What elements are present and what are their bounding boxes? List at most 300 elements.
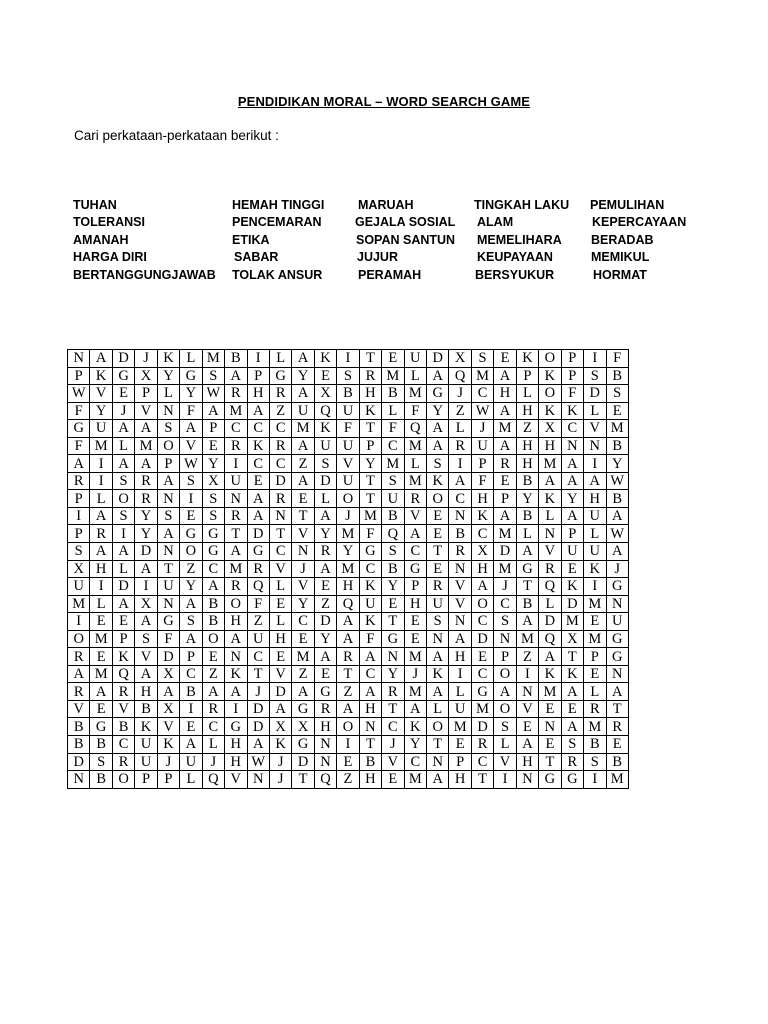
grid-cell[interactable]: D	[314, 613, 336, 631]
grid-cell[interactable]: D	[494, 543, 516, 561]
grid-cell[interactable]: X	[135, 367, 157, 385]
grid-cell[interactable]: S	[314, 455, 336, 473]
grid-cell[interactable]: F	[247, 595, 269, 613]
grid-cell[interactable]: J	[292, 560, 314, 578]
grid-cell[interactable]: S	[427, 613, 449, 631]
grid-cell[interactable]: E	[606, 736, 628, 754]
grid-cell[interactable]: A	[494, 367, 516, 385]
grid-cell[interactable]: C	[269, 543, 291, 561]
grid-cell[interactable]: I	[68, 507, 90, 525]
grid-cell[interactable]: B	[202, 613, 224, 631]
grid-cell[interactable]: H	[449, 771, 471, 789]
grid-cell[interactable]: U	[135, 736, 157, 754]
grid-cell[interactable]: A	[247, 507, 269, 525]
grid-cell[interactable]: A	[314, 507, 336, 525]
grid-cell[interactable]: E	[449, 736, 471, 754]
grid-cell[interactable]: V	[135, 402, 157, 420]
grid-cell[interactable]: M	[584, 630, 606, 648]
grid-cell[interactable]: Y	[561, 490, 583, 508]
grid-cell[interactable]: I	[337, 736, 359, 754]
grid-cell[interactable]: O	[539, 385, 561, 403]
grid-cell[interactable]: K	[561, 665, 583, 683]
grid-cell[interactable]: R	[471, 736, 493, 754]
grid-cell[interactable]: Y	[135, 525, 157, 543]
grid-cell[interactable]: A	[225, 367, 247, 385]
grid-cell[interactable]: R	[382, 683, 404, 701]
grid-cell[interactable]: C	[449, 490, 471, 508]
grid-cell[interactable]: A	[427, 367, 449, 385]
grid-cell[interactable]: T	[157, 560, 179, 578]
grid-cell[interactable]: H	[516, 455, 538, 473]
grid-cell[interactable]: A	[247, 490, 269, 508]
grid-cell[interactable]: S	[112, 472, 134, 490]
grid-cell[interactable]: E	[180, 507, 202, 525]
grid-cell[interactable]: I	[135, 578, 157, 596]
grid-cell[interactable]: M	[68, 595, 90, 613]
grid-cell[interactable]: A	[337, 630, 359, 648]
grid-cell[interactable]: E	[404, 613, 426, 631]
grid-cell[interactable]: D	[471, 718, 493, 736]
grid-cell[interactable]: P	[359, 437, 381, 455]
grid-cell[interactable]: K	[314, 350, 336, 368]
grid-cell[interactable]: A	[157, 525, 179, 543]
grid-cell[interactable]: A	[202, 578, 224, 596]
grid-cell[interactable]: I	[584, 578, 606, 596]
grid-cell[interactable]: F	[382, 420, 404, 438]
grid-cell[interactable]: P	[449, 753, 471, 771]
grid-cell[interactable]: B	[516, 507, 538, 525]
grid-cell[interactable]: V	[292, 525, 314, 543]
grid-cell[interactable]: F	[359, 630, 381, 648]
grid-cell[interactable]: T	[359, 472, 381, 490]
grid-cell[interactable]: U	[225, 472, 247, 490]
grid-cell[interactable]: M	[516, 630, 538, 648]
grid-cell[interactable]: P	[247, 367, 269, 385]
grid-cell[interactable]: A	[337, 613, 359, 631]
grid-cell[interactable]: M	[337, 525, 359, 543]
grid-cell[interactable]: S	[180, 472, 202, 490]
grid-cell[interactable]: N	[449, 507, 471, 525]
grid-cell[interactable]: X	[157, 700, 179, 718]
grid-cell[interactable]: Y	[606, 455, 628, 473]
grid-cell[interactable]: G	[202, 543, 224, 561]
grid-cell[interactable]: G	[606, 578, 628, 596]
grid-cell[interactable]: C	[202, 560, 224, 578]
grid-cell[interactable]: W	[606, 472, 628, 490]
grid-cell[interactable]: S	[561, 736, 583, 754]
grid-cell[interactable]: D	[269, 683, 291, 701]
grid-cell[interactable]: R	[427, 578, 449, 596]
grid-cell[interactable]: H	[359, 771, 381, 789]
grid-cell[interactable]: C	[404, 543, 426, 561]
grid-cell[interactable]: C	[471, 525, 493, 543]
grid-cell[interactable]: R	[68, 472, 90, 490]
grid-cell[interactable]: L	[516, 525, 538, 543]
grid-cell[interactable]: B	[606, 490, 628, 508]
grid-cell[interactable]: B	[135, 700, 157, 718]
grid-cell[interactable]: A	[516, 613, 538, 631]
grid-cell[interactable]: C	[382, 718, 404, 736]
grid-cell[interactable]: A	[292, 350, 314, 368]
grid-cell[interactable]: H	[359, 385, 381, 403]
grid-cell[interactable]: V	[112, 700, 134, 718]
grid-cell[interactable]: T	[337, 665, 359, 683]
grid-cell[interactable]: M	[382, 455, 404, 473]
grid-cell[interactable]: G	[180, 525, 202, 543]
grid-cell[interactable]: A	[90, 350, 112, 368]
grid-cell[interactable]: N	[314, 736, 336, 754]
grid-cell[interactable]: H	[449, 648, 471, 666]
grid-cell[interactable]: E	[539, 700, 561, 718]
grid-cell[interactable]: M	[90, 665, 112, 683]
grid-cell[interactable]: K	[157, 350, 179, 368]
grid-cell[interactable]: S	[68, 543, 90, 561]
grid-cell[interactable]: I	[180, 490, 202, 508]
grid-cell[interactable]: U	[584, 507, 606, 525]
grid-cell[interactable]: O	[494, 665, 516, 683]
grid-cell[interactable]: S	[90, 753, 112, 771]
grid-cell[interactable]: N	[68, 350, 90, 368]
grid-cell[interactable]: F	[561, 385, 583, 403]
grid-cell[interactable]: N	[157, 543, 179, 561]
grid-cell[interactable]: F	[68, 402, 90, 420]
grid-cell[interactable]: H	[359, 700, 381, 718]
grid-cell[interactable]: J	[135, 350, 157, 368]
grid-cell[interactable]: K	[516, 350, 538, 368]
grid-cell[interactable]: G	[427, 385, 449, 403]
grid-cell[interactable]: T	[225, 525, 247, 543]
grid-cell[interactable]: X	[135, 595, 157, 613]
grid-cell[interactable]: T	[516, 578, 538, 596]
grid-cell[interactable]: P	[68, 367, 90, 385]
grid-cell[interactable]: A	[247, 736, 269, 754]
grid-cell[interactable]: B	[606, 437, 628, 455]
grid-cell[interactable]: A	[606, 683, 628, 701]
grid-cell[interactable]: Y	[292, 367, 314, 385]
grid-cell[interactable]: U	[337, 402, 359, 420]
grid-cell[interactable]: A	[225, 683, 247, 701]
grid-cell[interactable]: L	[112, 437, 134, 455]
grid-cell[interactable]: A	[427, 648, 449, 666]
grid-cell[interactable]: U	[606, 613, 628, 631]
grid-cell[interactable]: L	[404, 367, 426, 385]
grid-cell[interactable]: E	[247, 472, 269, 490]
grid-cell[interactable]: M	[90, 437, 112, 455]
grid-cell[interactable]: B	[359, 753, 381, 771]
grid-cell[interactable]: E	[202, 648, 224, 666]
grid-cell[interactable]: Q	[202, 771, 224, 789]
grid-cell[interactable]: I	[516, 665, 538, 683]
grid-cell[interactable]: B	[202, 595, 224, 613]
grid-cell[interactable]: G	[292, 736, 314, 754]
grid-cell[interactable]: W	[68, 385, 90, 403]
grid-cell[interactable]: J	[404, 665, 426, 683]
grid-cell[interactable]: U	[314, 437, 336, 455]
grid-cell[interactable]: S	[382, 472, 404, 490]
grid-cell[interactable]: A	[314, 560, 336, 578]
grid-cell[interactable]: E	[561, 560, 583, 578]
grid-cell[interactable]: V	[269, 665, 291, 683]
grid-cell[interactable]: Z	[202, 665, 224, 683]
grid-cell[interactable]: Y	[180, 385, 202, 403]
grid-cell[interactable]: R	[225, 437, 247, 455]
grid-cell[interactable]: X	[539, 420, 561, 438]
grid-cell[interactable]: R	[314, 543, 336, 561]
grid-cell[interactable]: P	[68, 490, 90, 508]
grid-cell[interactable]: U	[359, 595, 381, 613]
grid-cell[interactable]: A	[427, 683, 449, 701]
grid-cell[interactable]: M	[449, 718, 471, 736]
grid-cell[interactable]: Y	[427, 402, 449, 420]
grid-cell[interactable]: J	[247, 683, 269, 701]
grid-cell[interactable]: S	[157, 507, 179, 525]
grid-cell[interactable]: A	[135, 613, 157, 631]
grid-cell[interactable]: P	[135, 385, 157, 403]
grid-cell[interactable]: A	[157, 472, 179, 490]
grid-cell[interactable]: G	[157, 613, 179, 631]
grid-cell[interactable]: W	[180, 455, 202, 473]
grid-cell[interactable]: C	[180, 665, 202, 683]
grid-cell[interactable]: P	[135, 771, 157, 789]
grid-cell[interactable]: E	[112, 613, 134, 631]
grid-cell[interactable]: C	[247, 648, 269, 666]
grid-cell[interactable]: Z	[292, 665, 314, 683]
grid-cell[interactable]: P	[494, 490, 516, 508]
grid-cell[interactable]: U	[404, 350, 426, 368]
grid-cell[interactable]: U	[561, 543, 583, 561]
grid-cell[interactable]: D	[427, 350, 449, 368]
grid-cell[interactable]: A	[404, 700, 426, 718]
grid-cell[interactable]: J	[471, 420, 493, 438]
grid-cell[interactable]: P	[157, 455, 179, 473]
grid-cell[interactable]: Q	[404, 420, 426, 438]
grid-cell[interactable]: O	[337, 718, 359, 736]
grid-cell[interactable]: G	[561, 771, 583, 789]
grid-cell[interactable]: A	[561, 507, 583, 525]
grid-cell[interactable]: Q	[314, 771, 336, 789]
grid-cell[interactable]: L	[90, 490, 112, 508]
grid-cell[interactable]: D	[247, 700, 269, 718]
grid-cell[interactable]: R	[135, 490, 157, 508]
grid-cell[interactable]: G	[112, 367, 134, 385]
grid-cell[interactable]: W	[247, 753, 269, 771]
grid-cell[interactable]: V	[157, 718, 179, 736]
grid-cell[interactable]: L	[516, 385, 538, 403]
grid-cell[interactable]: K	[404, 718, 426, 736]
grid-cell[interactable]: G	[404, 560, 426, 578]
grid-cell[interactable]: R	[247, 560, 269, 578]
grid-cell[interactable]: T	[539, 753, 561, 771]
grid-cell[interactable]: U	[157, 578, 179, 596]
grid-cell[interactable]: R	[269, 437, 291, 455]
grid-cell[interactable]: E	[90, 648, 112, 666]
grid-cell[interactable]: A	[135, 455, 157, 473]
grid-cell[interactable]: D	[561, 595, 583, 613]
grid-cell[interactable]: Q	[539, 630, 561, 648]
grid-cell[interactable]: O	[225, 595, 247, 613]
grid-cell[interactable]: G	[471, 683, 493, 701]
grid-cell[interactable]: P	[561, 350, 583, 368]
grid-cell[interactable]: O	[427, 718, 449, 736]
grid-cell[interactable]: H	[471, 490, 493, 508]
grid-cell[interactable]: A	[427, 420, 449, 438]
grid-cell[interactable]: K	[247, 437, 269, 455]
grid-cell[interactable]: V	[292, 578, 314, 596]
grid-cell[interactable]: P	[494, 648, 516, 666]
grid-cell[interactable]: N	[359, 718, 381, 736]
grid-cell[interactable]: O	[112, 771, 134, 789]
grid-cell[interactable]: A	[135, 560, 157, 578]
grid-cell[interactable]: M	[404, 437, 426, 455]
grid-cell[interactable]: X	[269, 718, 291, 736]
grid-cell[interactable]: I	[337, 350, 359, 368]
grid-cell[interactable]: R	[90, 525, 112, 543]
grid-cell[interactable]: E	[494, 472, 516, 490]
grid-cell[interactable]: B	[180, 683, 202, 701]
grid-cell[interactable]: A	[112, 420, 134, 438]
grid-cell[interactable]: M	[494, 560, 516, 578]
grid-cell[interactable]: J	[202, 753, 224, 771]
grid-cell[interactable]: A	[247, 402, 269, 420]
grid-cell[interactable]: E	[112, 385, 134, 403]
grid-cell[interactable]: T	[427, 543, 449, 561]
grid-cell[interactable]: A	[180, 630, 202, 648]
grid-cell[interactable]: J	[157, 753, 179, 771]
grid-cell[interactable]: A	[337, 700, 359, 718]
grid-cell[interactable]: M	[404, 771, 426, 789]
grid-cell[interactable]: C	[269, 455, 291, 473]
grid-cell[interactable]: V	[269, 560, 291, 578]
grid-cell[interactable]: X	[292, 718, 314, 736]
grid-cell[interactable]: K	[584, 560, 606, 578]
grid-cell[interactable]: Y	[180, 578, 202, 596]
grid-cell[interactable]: C	[382, 437, 404, 455]
grid-cell[interactable]: F	[337, 420, 359, 438]
grid-cell[interactable]: I	[584, 455, 606, 473]
grid-cell[interactable]: A	[225, 543, 247, 561]
grid-cell[interactable]: N	[561, 437, 583, 455]
grid-cell[interactable]: E	[292, 630, 314, 648]
grid-cell[interactable]: L	[382, 402, 404, 420]
grid-cell[interactable]: V	[68, 700, 90, 718]
grid-cell[interactable]: R	[337, 648, 359, 666]
grid-cell[interactable]: D	[292, 753, 314, 771]
grid-cell[interactable]: D	[584, 385, 606, 403]
grid-cell[interactable]: T	[561, 648, 583, 666]
grid-cell[interactable]: N	[427, 753, 449, 771]
grid-cell[interactable]: B	[90, 771, 112, 789]
grid-cell[interactable]: R	[225, 578, 247, 596]
grid-cell[interactable]: T	[471, 771, 493, 789]
grid-cell[interactable]: L	[584, 525, 606, 543]
grid-cell[interactable]: P	[516, 367, 538, 385]
grid-cell[interactable]: I	[449, 455, 471, 473]
grid-cell[interactable]: L	[314, 490, 336, 508]
grid-cell[interactable]: L	[269, 578, 291, 596]
grid-cell[interactable]: Q	[247, 578, 269, 596]
grid-cell[interactable]: A	[90, 507, 112, 525]
grid-cell[interactable]: U	[337, 437, 359, 455]
grid-cell[interactable]: A	[112, 455, 134, 473]
grid-cell[interactable]: R	[584, 700, 606, 718]
grid-cell[interactable]: D	[269, 472, 291, 490]
grid-cell[interactable]: N	[225, 648, 247, 666]
grid-cell[interactable]: A	[516, 736, 538, 754]
grid-cell[interactable]: X	[471, 543, 493, 561]
grid-cell[interactable]: R	[449, 437, 471, 455]
grid-cell[interactable]: Y	[292, 595, 314, 613]
grid-cell[interactable]: Y	[135, 507, 157, 525]
grid-cell[interactable]: G	[539, 771, 561, 789]
grid-cell[interactable]: K	[539, 367, 561, 385]
grid-cell[interactable]: H	[314, 718, 336, 736]
grid-cell[interactable]: O	[112, 490, 134, 508]
grid-cell[interactable]: S	[202, 490, 224, 508]
grid-cell[interactable]: Y	[202, 455, 224, 473]
grid-cell[interactable]: D	[247, 525, 269, 543]
grid-cell[interactable]: H	[584, 490, 606, 508]
grid-cell[interactable]: S	[427, 455, 449, 473]
grid-cell[interactable]: K	[561, 402, 583, 420]
grid-cell[interactable]: M	[584, 595, 606, 613]
grid-cell[interactable]: V	[404, 507, 426, 525]
grid-cell[interactable]: R	[225, 507, 247, 525]
grid-cell[interactable]: K	[157, 736, 179, 754]
grid-cell[interactable]: N	[269, 507, 291, 525]
grid-cell[interactable]: C	[471, 665, 493, 683]
grid-cell[interactable]: P	[68, 525, 90, 543]
grid-cell[interactable]: A	[449, 472, 471, 490]
grid-cell[interactable]: T	[427, 736, 449, 754]
grid-cell[interactable]: N	[157, 490, 179, 508]
grid-cell[interactable]: V	[337, 455, 359, 473]
grid-cell[interactable]: A	[606, 507, 628, 525]
grid-cell[interactable]: U	[471, 437, 493, 455]
grid-cell[interactable]: M	[135, 437, 157, 455]
grid-cell[interactable]: D	[112, 350, 134, 368]
grid-cell[interactable]: E	[539, 736, 561, 754]
grid-cell[interactable]: Y	[157, 367, 179, 385]
grid-cell[interactable]: A	[359, 648, 381, 666]
grid-cell[interactable]: A	[314, 648, 336, 666]
grid-cell[interactable]: L	[427, 700, 449, 718]
grid-cell[interactable]: G	[314, 683, 336, 701]
grid-cell[interactable]: U	[180, 753, 202, 771]
grid-cell[interactable]: S	[471, 350, 493, 368]
grid-cell[interactable]: E	[314, 665, 336, 683]
grid-cell[interactable]: C	[247, 420, 269, 438]
grid-cell[interactable]: W	[471, 402, 493, 420]
grid-cell[interactable]: I	[449, 665, 471, 683]
grid-cell[interactable]: H	[516, 402, 538, 420]
grid-cell[interactable]: S	[382, 543, 404, 561]
grid-cell[interactable]: R	[314, 700, 336, 718]
grid-cell[interactable]: K	[225, 665, 247, 683]
grid-cell[interactable]: V	[449, 595, 471, 613]
grid-cell[interactable]: R	[68, 683, 90, 701]
grid-cell[interactable]: M	[90, 630, 112, 648]
grid-cell[interactable]: K	[427, 472, 449, 490]
grid-cell[interactable]: N	[584, 437, 606, 455]
grid-cell[interactable]: B	[606, 753, 628, 771]
grid-cell[interactable]: C	[359, 560, 381, 578]
grid-cell[interactable]: E	[561, 700, 583, 718]
grid-cell[interactable]: E	[202, 437, 224, 455]
grid-cell[interactable]: L	[449, 683, 471, 701]
grid-cell[interactable]: C	[112, 736, 134, 754]
grid-cell[interactable]: H	[225, 613, 247, 631]
grid-cell[interactable]: P	[404, 578, 426, 596]
